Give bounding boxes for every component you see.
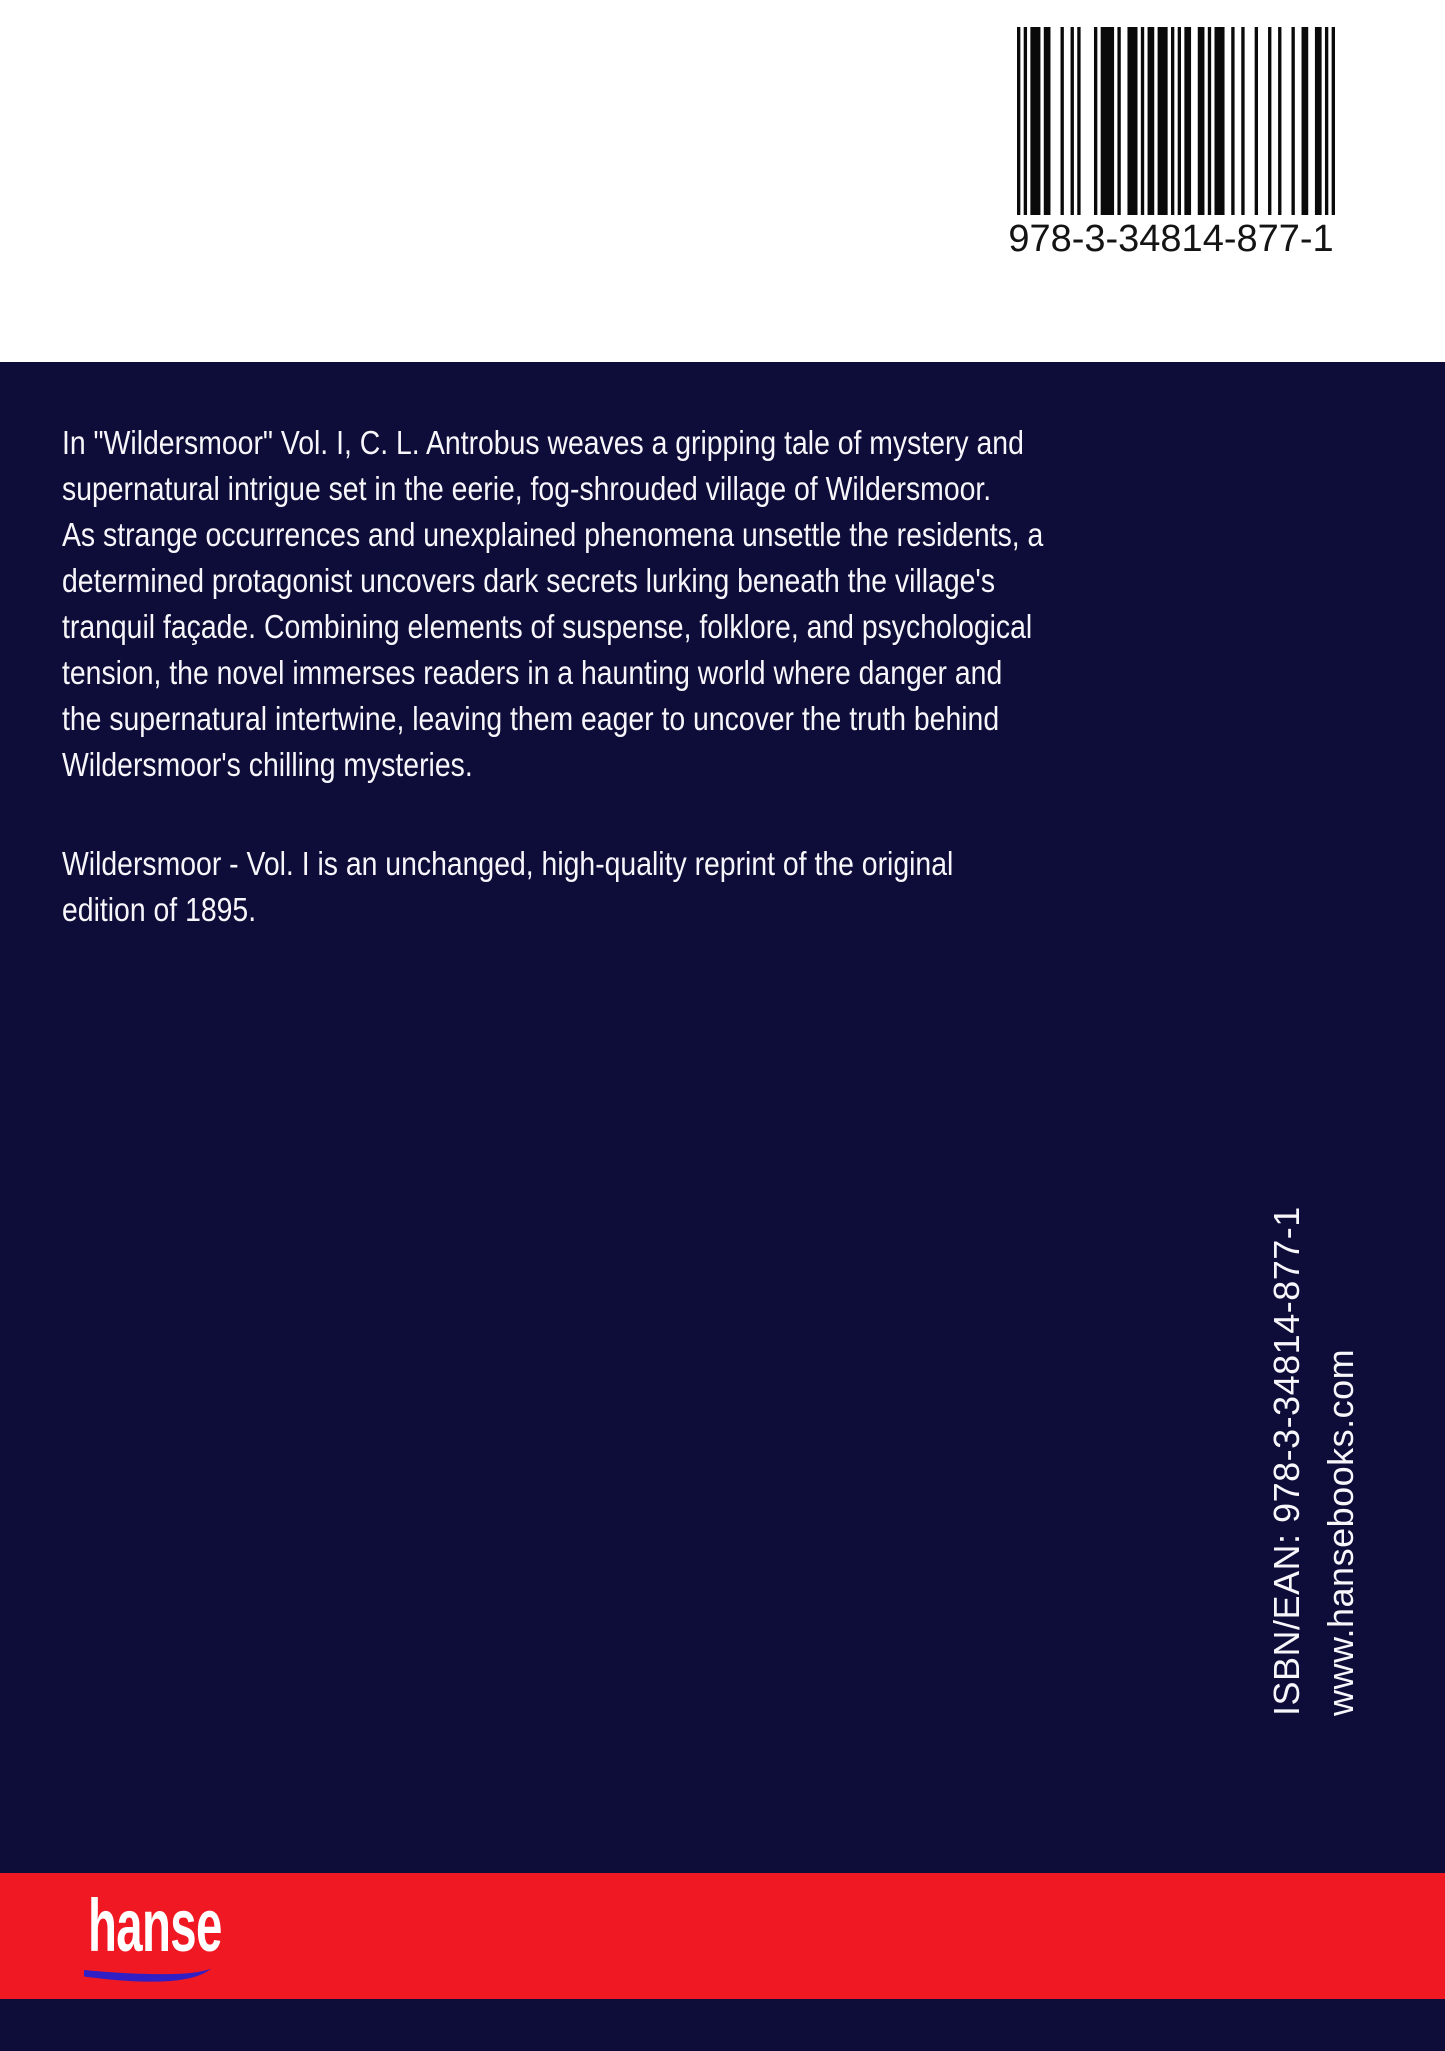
vertical-isbn-ean-text: ISBN/EAN: 978-3-34814-877-1: [1266, 1206, 1307, 1716]
synopsis-line: supernatural intrigue set in the eerie, fog-shrouded village of Wildersmoor.: [62, 470, 992, 507]
synopsis-line: the supernatural intertwine, leaving them eager to uncover the truth behind: [62, 700, 1000, 737]
synopsis-line: determined protagonist uncovers dark secrets lurking beneath the village's: [62, 562, 996, 599]
synopsis-line: tranquil façade. Combining elements of suspense, folklore, and psychological: [62, 608, 1033, 645]
reprint-note-paragraph: [62, 841, 1043, 933]
synopsis-paragraph: [62, 420, 1043, 788]
bottom-navy-strip: [0, 1999, 1445, 2051]
logo-underline-swoosh-icon: [82, 1965, 212, 1983]
synopsis-line: Wildersmoor's chilling mysteries.: [62, 746, 473, 783]
reprint-note-line: Wildersmoor - Vol. I is an unchanged, high-quality reprint of the original: [62, 845, 954, 882]
synopsis-line: tension, the novel immerses readers in a haunting world where danger and: [62, 654, 1003, 691]
synopsis-line: As strange occurrences and unexplained phenomena unsettle the residents, a: [62, 516, 1044, 553]
book-description: [62, 420, 1043, 933]
cover-main-panel: [0, 362, 1445, 1873]
barcode-isbn-number: 978-3-34814-877-1: [1008, 218, 1334, 260]
reprint-note-line: edition of 1895.: [62, 891, 257, 928]
barcode-image: [1017, 27, 1335, 215]
vertical-website-url-text: www.hansebooks.com: [1320, 1348, 1361, 1716]
synopsis-line: In "Wildersmoor" Vol. I, C. L. Antrobus weaves a gripping tale of mystery and: [62, 424, 1024, 461]
publisher-logo-text: hanse: [88, 1884, 222, 1967]
publisher-footer-band: [0, 1873, 1445, 1999]
